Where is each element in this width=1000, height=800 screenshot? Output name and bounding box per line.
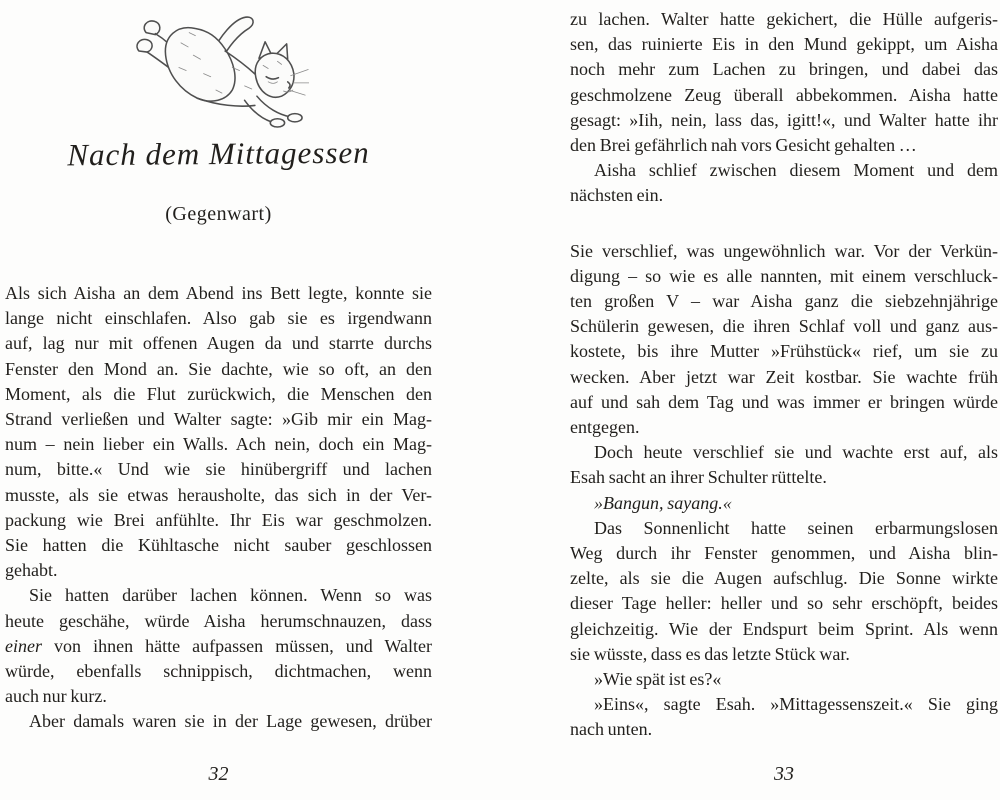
text-line bbox=[570, 516, 998, 541]
text-line bbox=[5, 659, 432, 684]
text-run: sen, das ruinierte Eis in den Mund gekippt, um Aisha bbox=[570, 34, 998, 55]
text-line bbox=[570, 183, 998, 208]
text-line bbox=[570, 264, 998, 289]
text-run: Sie hatten darüber lachen können. Wenn so was bbox=[29, 585, 432, 606]
text-line bbox=[570, 667, 998, 692]
text-line bbox=[570, 7, 998, 32]
text-run: Das Sonnenlicht hatte seinen erbarmungslosen bbox=[594, 517, 998, 538]
text-run: gleichzeitig. Wie der Endspurt beim Sprint. Als wenn bbox=[570, 618, 998, 639]
text-line bbox=[570, 617, 998, 642]
text-run: würde, ebenfalls schnippisch, dichtmachen, wenn bbox=[5, 661, 432, 682]
text-line bbox=[570, 239, 998, 264]
text-run: musste, als sie etwas herausholte, das sich in der Ver- bbox=[5, 484, 432, 505]
text-run: Schülerin gewesen, die ihren Schlaf voll und ganz aus- bbox=[570, 316, 998, 337]
text-line bbox=[5, 357, 432, 382]
text-run: Als sich Aisha an dem Abend ins Bett legte, konnte sie bbox=[5, 283, 432, 303]
text-line bbox=[570, 717, 998, 742]
text-run: »Wie spät ist es?« bbox=[594, 669, 722, 690]
text-line bbox=[5, 634, 432, 659]
text-run: Fenster den Mond an. Sie dachte, wie so oft, an den bbox=[5, 358, 432, 379]
text-run: ten großen V – war Aisha ganz die siebzehnjährige bbox=[570, 291, 998, 312]
text-line bbox=[570, 692, 998, 717]
left-page-number: 32 bbox=[208, 763, 229, 785]
text-line bbox=[5, 407, 432, 432]
text-line bbox=[570, 365, 998, 390]
text-run: sie wüsste, dass es das letzte Stück war. bbox=[570, 643, 850, 664]
text-run: Esah sacht an ihrer Schulter rüttelte. bbox=[570, 467, 827, 488]
text-run: nach unten. bbox=[570, 719, 653, 740]
text-line bbox=[570, 314, 998, 339]
text-run: dieser Tage heller: heller und so sehr erschöpft, beides bbox=[570, 593, 998, 614]
text-run: Aisha schlief zwischen diesem Moment und dem bbox=[594, 160, 998, 181]
text-line bbox=[5, 684, 432, 709]
text-line bbox=[5, 281, 432, 306]
text-line bbox=[570, 158, 998, 183]
text-run: Doch heute verschlief sie und wachte erst auf, als bbox=[594, 442, 998, 463]
text-run: geschmolzene Zeug überall abbekommen. Aisha hatte bbox=[570, 84, 998, 105]
text-line bbox=[5, 331, 432, 356]
text-run: Strand verließen und Walter sagte: »Gib mir ein Mag- bbox=[5, 409, 432, 430]
text-line bbox=[570, 57, 998, 82]
left-page bbox=[5, 0, 432, 800]
text-line bbox=[5, 508, 432, 533]
text-line bbox=[570, 289, 998, 314]
text-run: »Bangun, sayang.« bbox=[594, 492, 732, 513]
text-line bbox=[570, 541, 998, 566]
text-run: num – nein lieber ein Walls. Ach nein, doch ein Mag- bbox=[5, 434, 432, 455]
text-line bbox=[5, 483, 432, 508]
text-run: packung wie Brei anfühlte. Ihr Eis war geschmolzen. bbox=[5, 509, 432, 530]
text-run: nächsten ein. bbox=[570, 185, 664, 206]
text-run: noch mehr zum Lachen zu bringen, und dabei das bbox=[570, 59, 998, 80]
text-line bbox=[570, 415, 998, 440]
text-line bbox=[5, 306, 432, 331]
left-page-body-text bbox=[5, 281, 432, 735]
text-line bbox=[5, 709, 432, 734]
text-run: lange nicht einschlafen. Also gab sie es irgendwann bbox=[5, 308, 432, 329]
text-run: auf und sah dem Tag und was immer er bringen würde bbox=[570, 391, 998, 412]
text-line bbox=[5, 457, 432, 482]
text-line bbox=[570, 133, 998, 158]
text-run: Moment, als die Flut zurückwich, die Menschen den bbox=[5, 383, 432, 404]
text-run: von ihnen hätte aufpassen müssen, und Walter bbox=[41, 635, 432, 656]
text-run: auf, lag nur mit offenen Augen da und starrte durchs bbox=[5, 333, 432, 354]
right-page bbox=[570, 0, 998, 800]
text-run: num, bitte.« Und wie sie hinübergriff und lachen bbox=[5, 459, 432, 480]
text-run: den Brei gefährlich nah vors Gesicht gehalten … bbox=[570, 135, 917, 156]
right-page-number: 33 bbox=[774, 763, 794, 785]
text-line bbox=[570, 108, 998, 133]
text-line bbox=[5, 382, 432, 407]
text-run: »Eins«, sagte Esah. »Mittagessenszeit.« Sie ging bbox=[594, 694, 998, 715]
text-run: wecken. Aber jetzt war Zeit kostbar. Sie wachte früh bbox=[570, 366, 998, 387]
text-run: gehabt. bbox=[5, 560, 58, 581]
text-line bbox=[570, 32, 998, 57]
text-line bbox=[5, 533, 432, 558]
text-run: zu lachen. Walter hatte gekichert, die Hülle aufgeris- bbox=[570, 9, 998, 29]
chapter-subtitle: (Gegenwart) bbox=[165, 203, 272, 225]
text-line bbox=[570, 491, 998, 516]
text-line bbox=[570, 566, 998, 591]
text-run: auch nur kurz. bbox=[5, 686, 107, 707]
text-run: Aber damals waren sie in der Lage gewesen, drüber bbox=[29, 711, 432, 732]
text-run: kostete, bis ihre Mutter »Frühstück« rief, um sie zu bbox=[570, 341, 998, 362]
text-run: Weg durch ihr Fenster genommen, und Aisha blin- bbox=[570, 543, 998, 564]
text-line bbox=[570, 339, 998, 364]
text-line bbox=[5, 558, 432, 583]
text-run: einer bbox=[5, 635, 42, 656]
text-line bbox=[570, 390, 998, 415]
text-line bbox=[570, 440, 998, 465]
text-run: Sie verschlief, was ungewöhnlich war. Vor der Verkün- bbox=[570, 240, 998, 261]
text-run: Sie hatten die Kühltasche nicht sauber geschlossen bbox=[5, 535, 432, 556]
text-run: zelte, als sie die Augen aufschlug. Die Sonne wirkte bbox=[570, 568, 998, 589]
text-run: entgegen. bbox=[570, 417, 640, 438]
text-run: gesagt: »Iih, nein, lass das, igitt!«, und Walter hatte ihr bbox=[570, 109, 998, 130]
text-run: digung – so wie es alle nannten, mit einem verschluck- bbox=[570, 265, 998, 286]
cat-illustration bbox=[133, 10, 309, 128]
text-line bbox=[570, 642, 998, 667]
text-run: heute geschähe, würde Aisha herumschnauzen, dass bbox=[5, 610, 432, 631]
text-line bbox=[570, 591, 998, 616]
text-line bbox=[570, 465, 998, 490]
text-line bbox=[5, 432, 432, 457]
text-line bbox=[5, 609, 432, 634]
text-line bbox=[570, 83, 998, 108]
text-line bbox=[5, 583, 432, 608]
right-page-body-text bbox=[570, 7, 998, 743]
chapter-title: Nach dem Mittagessen bbox=[67, 134, 370, 173]
